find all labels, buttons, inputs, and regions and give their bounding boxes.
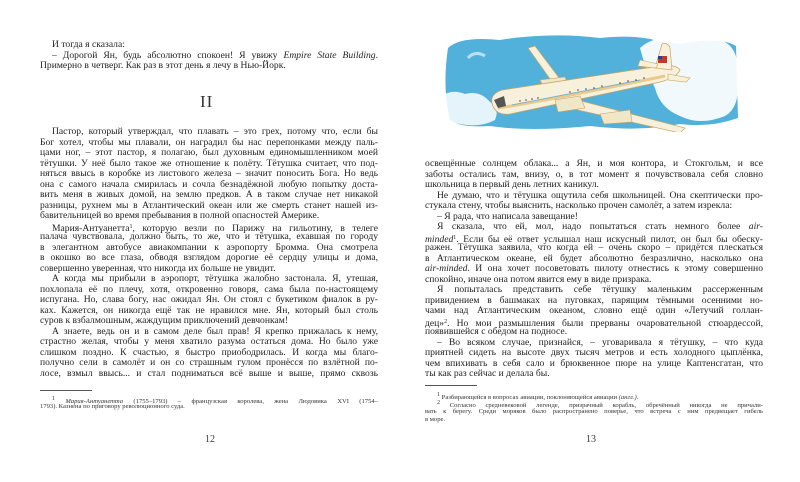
italic-text: Empire State Building bbox=[283, 49, 376, 61]
text-segment: стукала стену, чтобы выяснить, насколько прочен самолёт, а затем изрекла: bbox=[425, 200, 733, 211]
text-segment: Примерно в четверг. Как раз в этот день я лечу в Нью-Йорк. bbox=[40, 60, 286, 71]
text-line bbox=[40, 369, 378, 380]
chapter-heading: II bbox=[200, 92, 214, 111]
text-segment: цами ног, – этот пастор, я полагаю, был духовным единомышленником моей bbox=[40, 147, 378, 158]
text-segment: . Но мои размышления были прерваны очаровательной стюардессой, bbox=[447, 317, 763, 329]
text-segment: появившейся с обедом на подносе. bbox=[425, 326, 568, 337]
text-segment: вать к берегу. Среди моряков было распространено поверье, что встреча с ним предвещает гибель bbox=[425, 407, 763, 415]
paragraph bbox=[40, 222, 378, 275]
text-segment: . Если бы её ответ услышал наш искусный пилот, он был бы обеску- bbox=[456, 233, 763, 245]
italic-text: minded bbox=[425, 233, 454, 245]
footnote-marker: 1 bbox=[453, 234, 457, 241]
text-segment: слишком поздно. К счастью, я быстро приободрилась. И когда мы благо- bbox=[40, 346, 378, 358]
text-segment: ках. Кажется, он никогда ещё так не нравился мне. Ян, который был столь bbox=[40, 304, 378, 316]
body-text bbox=[425, 159, 763, 380]
text-segment: в Атлантическом океане, ей будет абсолютно безразлично, насколько она bbox=[425, 252, 763, 264]
text-line bbox=[425, 222, 763, 233]
text-line bbox=[40, 61, 378, 72]
paragraph bbox=[40, 327, 378, 380]
body-text bbox=[40, 127, 378, 379]
text-segment: страстно желая, чтобы у меня хватило разума остаться дома. Но было уже bbox=[40, 336, 378, 347]
text-line bbox=[425, 416, 763, 424]
text-segment: А знаете, ведь он и в самом деле был прав! Я крепко прижалась к нему, bbox=[52, 325, 378, 337]
footnotes bbox=[425, 391, 763, 425]
text-segment: – Я рада, что написала завещание! bbox=[437, 210, 578, 222]
text-segment: спокойно, иначе она потом явится ему в виде призрака. bbox=[425, 273, 652, 285]
italic-text: Мария-Антуанетта bbox=[65, 398, 124, 405]
text-segment: чами над Атлантическим океаном, словно ещё один «Летучий голлан- bbox=[425, 305, 763, 316]
footnote-marker: 1 bbox=[129, 223, 133, 230]
text-segment: бавительницей во время пребывания в полной опасностей Америке. bbox=[40, 210, 320, 221]
text-segment: в море. bbox=[425, 416, 446, 424]
page-number: 12 bbox=[205, 434, 215, 445]
text-segment: Я попыталась представить себе тётушку маленьким рассерженным bbox=[437, 284, 763, 295]
text-segment: няться ввысь в коробке из листового железа – значит поносить Бога. Но ведь bbox=[40, 168, 378, 179]
text-line bbox=[40, 395, 378, 403]
paragraph bbox=[425, 285, 763, 338]
text-line bbox=[425, 306, 763, 317]
right-page bbox=[400, 0, 800, 482]
intro-text bbox=[40, 40, 378, 72]
text-segment: ражен. Тётушка заявила, что когда ей – очень скоро – придётся плескаться bbox=[425, 242, 763, 253]
text-segment: палача чувствовала, должно быть, то же, что и тётушка, ехавшая по городу bbox=[40, 231, 378, 242]
text-segment: дец» bbox=[425, 317, 445, 329]
footnote-marker: 1 bbox=[437, 392, 440, 398]
paragraph bbox=[425, 399, 763, 424]
text-segment: вить меня в живых домой, на землю предков. А в таком случае нет никакой bbox=[40, 189, 378, 200]
paragraph bbox=[40, 274, 378, 327]
paragraph bbox=[40, 127, 378, 222]
text-segment: в элегантном автобусе авиакомпании к аэропорту Бромма. Она смотрела bbox=[40, 241, 378, 253]
text-segment: Я сказала, что ей, мол, надо попытаться стать немного более bbox=[437, 221, 749, 232]
text-segment: испугана. Но, слава богу, нас ожидал Ян. Он стоял с букетиком фиалок в ру- bbox=[40, 294, 378, 305]
text-segment: чем впихивать в себя сало и брюквенное пюре на улице Каптенсгатан, что bbox=[425, 357, 763, 369]
text-segment: похлопала её по плечу, хотя, откровенно говоря, сама была по-настоящему bbox=[40, 283, 378, 295]
text-segment: привидением в башмаках на пуговках, парящим тёмными осенними но- bbox=[425, 294, 763, 306]
text-segment: 1793). Казнена по приговору революционного суда. bbox=[40, 403, 185, 411]
footnotes bbox=[40, 395, 378, 412]
text-segment: . bbox=[636, 394, 639, 401]
text-segment: . И она хочет посоветовать пилоту отнестись к этому совершенно bbox=[467, 263, 763, 274]
airplane-illustration bbox=[440, 28, 740, 132]
text-line bbox=[40, 211, 378, 222]
paragraph bbox=[40, 395, 378, 412]
paragraph bbox=[425, 159, 763, 191]
text-segment: в окошко во все глаза, обводя взглядом дорогие её сердцу улицы и дома, bbox=[40, 252, 378, 263]
paragraph bbox=[425, 222, 763, 285]
text-segment: приятней сидеть на высоте двух тысяч метров и есть холодного цыплёнка, bbox=[425, 347, 763, 358]
text-line bbox=[425, 369, 763, 380]
text-segment: совершенно уверенная, что никогда их больше не увидит. bbox=[40, 262, 276, 274]
text-segment: Мария-Антуанетта bbox=[52, 222, 130, 234]
text-segment: Бог хотел, чтобы мы плавали, он наградил бы нас перепонками между паль- bbox=[40, 136, 378, 148]
paragraph bbox=[40, 51, 378, 72]
text-segment: тётушки. У неё было такое же отношение к полёту. Тётушка считает, что под- bbox=[40, 157, 378, 169]
paragraph bbox=[425, 391, 763, 399]
text-line bbox=[425, 399, 763, 410]
text-segment: А когда мы прибыли в аэропорт, тётушка жалобно застонала. Я, утешая, bbox=[52, 273, 378, 284]
text-line bbox=[425, 391, 763, 399]
text-segment: она с самого начала смирилась и сочла безнадёжной любую попытку доста- bbox=[40, 178, 378, 190]
italic-text: (англ.) bbox=[618, 394, 637, 401]
text-segment: Не думаю, что и тётушка ощутила себя школьницей. Она скептически про- bbox=[437, 189, 763, 201]
italic-text: air- bbox=[748, 221, 763, 232]
paragraph bbox=[425, 191, 763, 212]
page-number: 13 bbox=[586, 434, 596, 445]
text-segment: освещённые солнцем облака... а Ян, и моя контора, и Стокгольм, и все bbox=[425, 158, 763, 169]
text-segment: И тогда я сказала: bbox=[52, 39, 125, 50]
text-segment: Согласно средневековой легенде, призрачный корабль, обречённый никогда не причали- bbox=[440, 402, 763, 410]
footnote-marker: 2 bbox=[444, 318, 448, 325]
text-line bbox=[425, 408, 763, 416]
italic-text: air-minded bbox=[425, 263, 468, 274]
text-segment: суров к взбалмошным, жаждущим приключений девчонкам! bbox=[40, 315, 289, 326]
text-segment: разницы, рухнем мы в Атлантический океан или же смерть станет нашей из- bbox=[40, 199, 378, 211]
text-segment: лосе, взмыл ввысь... и стал подниматься всё выше и выше, прямо сквозь bbox=[40, 367, 378, 379]
text-segment: заботы остались там, внизу, о, в тот момент я почувствовала себя словно bbox=[425, 168, 763, 180]
paragraph bbox=[425, 338, 763, 380]
text-segment: школьница в первый день летних каникул. bbox=[425, 179, 599, 190]
footnote-marker: 1 bbox=[52, 396, 55, 402]
text-segment: – Дорогой Ян, будь абсолютно спокоен! Я увижу bbox=[52, 49, 284, 61]
text-segment: (1755–1793) – французская королева, жена Людовика XVI (1754– bbox=[123, 398, 378, 405]
text-segment: получно сели в самолёт и он со страшным гулом пронёсся по взлётной по- bbox=[40, 357, 378, 368]
text-segment: Разбирающейся в вопросах авиации, поклоняющейся авиации bbox=[440, 394, 619, 401]
footnote-marker: 2 bbox=[437, 400, 440, 407]
text-segment: , которую везли по Парижу на гильотину, в телеге bbox=[132, 222, 378, 234]
text-segment: ты как раз сейчас и делала бы. bbox=[425, 368, 550, 379]
text-segment: – Во всяком случае, признайся, – уговаривала я тётушку, – что куда bbox=[437, 336, 763, 348]
footnote-divider bbox=[425, 385, 477, 386]
text-segment: . bbox=[375, 49, 378, 61]
footnote-divider bbox=[40, 390, 92, 391]
text-segment: Пастор, который утверждал, что плавать – это грех, потому что, если бы bbox=[52, 126, 378, 137]
